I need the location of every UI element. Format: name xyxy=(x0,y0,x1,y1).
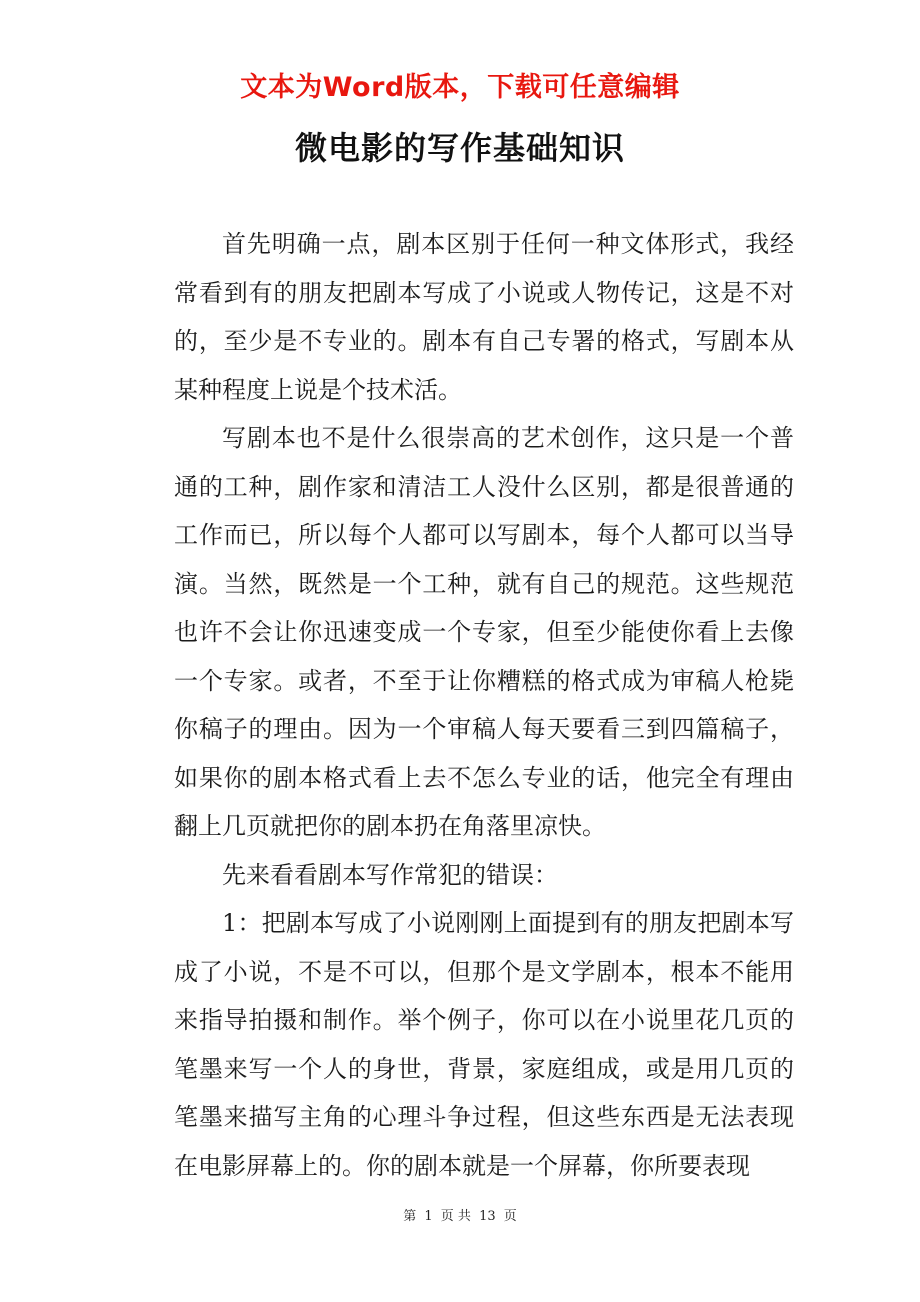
current-page-number: 1 xyxy=(424,1209,433,1224)
page-footer xyxy=(0,1207,920,1227)
paragraph: 首先明确一点，剧本区别于任何一种文体形式，我经常看到有的朋友把剧本写成了小说或人物传记，这是不对的，至少是不专业的。剧本有自己专署的格式，写剧本从某种程度上说是个技术活。 xyxy=(174,230,794,404)
total-page-count: 13 xyxy=(479,1209,496,1224)
paragraph: 写剧本也不是什么很崇高的艺术创作，这只是一个普通的工种，剧作家和清洁工人没什么区别，都是很普通的工作而已，所以每个人都可以写剧本，每个人都可以当导演。当然，既然是一个工种，就有自己的规范。这些规范也许不会让你迅速变成一个专家，但至少能使你看上去像一个专家。或者，不至于让你糟糕的格式成为审稿人枪毙你稿子的理由。因为一个审稿人每天要看三到四篇稿子，如果你的剧本格式看上去不怎么专业的话，他完全有理由翻上几页就把你的剧本扔在角落里凉快。 xyxy=(174,424,794,840)
document-title: 微电影的写作基础知识 xyxy=(294,129,625,167)
footer-suffix: 页 xyxy=(503,1209,517,1224)
paragraph: 先来看看剧本写作常犯的错误： xyxy=(222,860,558,889)
download-banner: 文本为Word版本，下载可任意编辑 xyxy=(240,72,680,103)
footer-middle: 页 共 xyxy=(440,1209,471,1224)
document-body xyxy=(174,220,794,1190)
footer-prefix: 第 xyxy=(403,1209,417,1224)
paragraph: 1：把剧本写成了小说刚刚上面提到有的朋友把剧本写成了小说，不是不可以，但那个是文学剧本，根本不能用来指导拍摄和制作。举个例子，你可以在小说里花几页的笔墨来写一个人的身世，背景，家庭组成，或是用几页的笔墨来描写主角的心理斗争过程，但这些东西是无法表现在电影屏幕上的。你的剧本就是一个屏幕，你所要表现 xyxy=(174,909,794,1180)
